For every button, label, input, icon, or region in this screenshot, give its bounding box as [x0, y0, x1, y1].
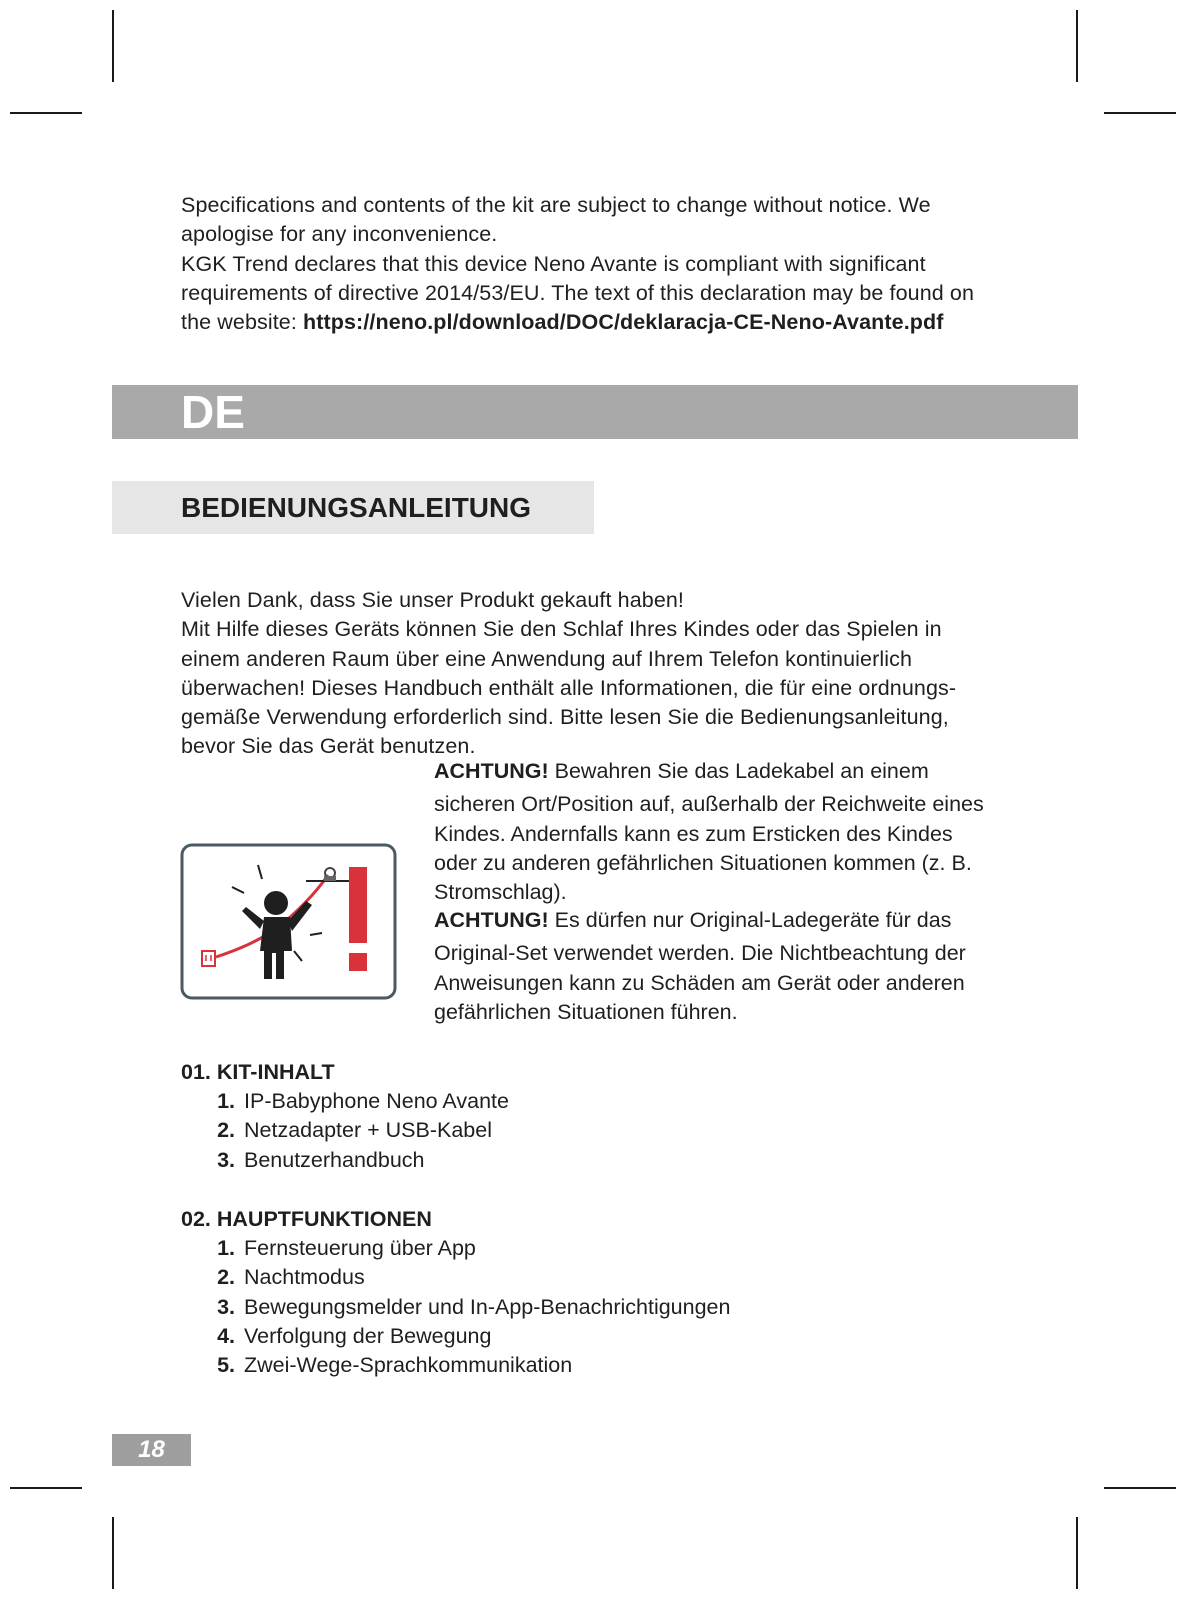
- crop-mark: [1104, 1487, 1176, 1489]
- list-item-number: 5.: [217, 1353, 235, 1378]
- warning-block-original-charger: [434, 906, 1034, 1027]
- main-functions-list: [181, 1234, 730, 1380]
- crop-mark: [1076, 1517, 1078, 1589]
- page-title: BEDIENUNGSANLEITUNG: [181, 492, 532, 523]
- list-item-text: Benutzerhandbuch: [244, 1147, 425, 1172]
- warning-text: Bewahren Sie das Ladekabel an einem: [548, 759, 929, 783]
- title-box: [112, 481, 594, 534]
- crop-mark: [112, 1517, 114, 1589]
- crop-mark: [10, 112, 82, 114]
- website-prefix: the website:: [181, 310, 304, 335]
- list-item-number: 2.: [217, 1265, 235, 1290]
- list-item-text: Fernsteuerung über App: [244, 1236, 476, 1260]
- warning-line: sicheren Ort/Position auf, außerhalb der Reichweite eines: [434, 792, 984, 817]
- language-code: DE: [181, 386, 245, 438]
- intro-de-line: einem anderen Raum über eine Anwendung auf Ihrem Telefon kontinuierlich: [181, 646, 913, 671]
- language-section-bar: [112, 385, 1078, 439]
- intro-de-line: überwachen! Dieses Handbuch enthält alle Informationen, die für eine ordnungs-: [181, 675, 957, 700]
- intro-de-line: Vielen Dank, dass Sie unser Produkt gekauft haben!: [181, 588, 685, 612]
- list-item: [181, 1322, 730, 1351]
- list-item: [181, 1116, 509, 1145]
- crop-mark: [1076, 10, 1078, 82]
- warning-line: [434, 757, 1034, 786]
- list-item-number: 1.: [217, 1089, 235, 1113]
- intro-de-line: gemäße Verwendung erforderlich sind. Bitte lesen Sie die Bedienungsanleitung,: [181, 705, 949, 730]
- exclamation-mark-icon: [349, 867, 367, 943]
- crop-mark: [112, 10, 114, 82]
- warning-text: Es dürfen nur Original-Ladegeräte für das: [548, 908, 952, 932]
- warning-line: gefährlichen Situationen führen.: [434, 999, 738, 1024]
- list-item-text: Nachtmodus: [244, 1265, 365, 1290]
- list-item: [181, 1234, 730, 1263]
- list-item: [181, 1351, 730, 1380]
- child-electric-shock-warning-icon: [180, 843, 397, 1000]
- warning-line: Stromschlag).: [434, 880, 567, 905]
- list-item-number: 4.: [217, 1323, 235, 1348]
- list-item-text: Netzadapter + USB-Kabel: [244, 1118, 492, 1143]
- warning-line: Original-Set verwendet werden. Die Nichtbeachtung der: [434, 941, 966, 966]
- warning-line: [434, 906, 1034, 935]
- intro-en-line: Specifications and contents of the kit are subject to change without notice. We: [181, 193, 931, 217]
- main-functions-heading: 02. HAUPTFUNKTIONEN: [181, 1207, 432, 1231]
- list-item-text: Verfolgung der Bewegung: [244, 1323, 492, 1348]
- warning-label: ACHTUNG!: [434, 908, 549, 932]
- warning-line: oder zu anderen gefährlichen Situationen kommen (z. B.: [434, 850, 972, 875]
- intro-en-line: apologise for any inconvenience.: [181, 222, 498, 247]
- warning-label: ACHTUNG!: [434, 759, 549, 783]
- intro-de-paragraph: [181, 586, 956, 762]
- list-item-number: 2.: [217, 1118, 235, 1143]
- page-number: 18: [138, 1436, 165, 1463]
- list-item-number: 1.: [217, 1236, 235, 1260]
- intro-de-line: bevor Sie das Gerät benutzen.: [181, 734, 476, 759]
- list-item: [181, 1146, 509, 1175]
- intro-en-line: [181, 308, 974, 337]
- warning-line: Anweisungen kann zu Schäden am Gerät oder anderen: [434, 970, 965, 995]
- crop-mark: [1104, 112, 1176, 114]
- kit-contents-list: [181, 1087, 509, 1175]
- list-item: [181, 1087, 509, 1116]
- kit-contents-heading: 01. KIT-INHALT: [181, 1060, 335, 1084]
- warning-line: Kindes. Andernfalls kann es zum Ersticken des Kindes: [434, 821, 953, 846]
- crop-mark: [10, 1487, 82, 1489]
- list-item-number: 3.: [217, 1294, 235, 1319]
- child-head-icon: [264, 891, 288, 915]
- list-item-text: Zwei-Wege-Sprachkommunikation: [244, 1353, 573, 1378]
- list-item-text: Bewegungsmelder und In-App-Benachrichtigungen: [244, 1294, 731, 1319]
- intro-en-paragraph: [181, 191, 974, 337]
- list-item-text: IP-Babyphone Neno Avante: [244, 1089, 509, 1113]
- intro-en-line: requirements of directive 2014/53/EU. The text of this declaration may be found on: [181, 280, 975, 305]
- page-number-box: [112, 1434, 191, 1466]
- warning-block-charging-cable: [434, 757, 1034, 907]
- list-item-number: 3.: [217, 1147, 235, 1172]
- intro-de-line: Mit Hilfe dieses Geräts können Sie den Schlaf Ihres Kindes oder das Spielen in: [181, 617, 942, 642]
- list-item: [181, 1263, 730, 1292]
- declaration-link[interactable]: https://neno.pl/download/DOC/deklaracja-CE-Neno-Avante.pdf: [303, 310, 944, 335]
- list-item: [181, 1293, 730, 1322]
- intro-en-line: KGK Trend declares that this device Neno Avante is compliant with significant: [181, 251, 926, 276]
